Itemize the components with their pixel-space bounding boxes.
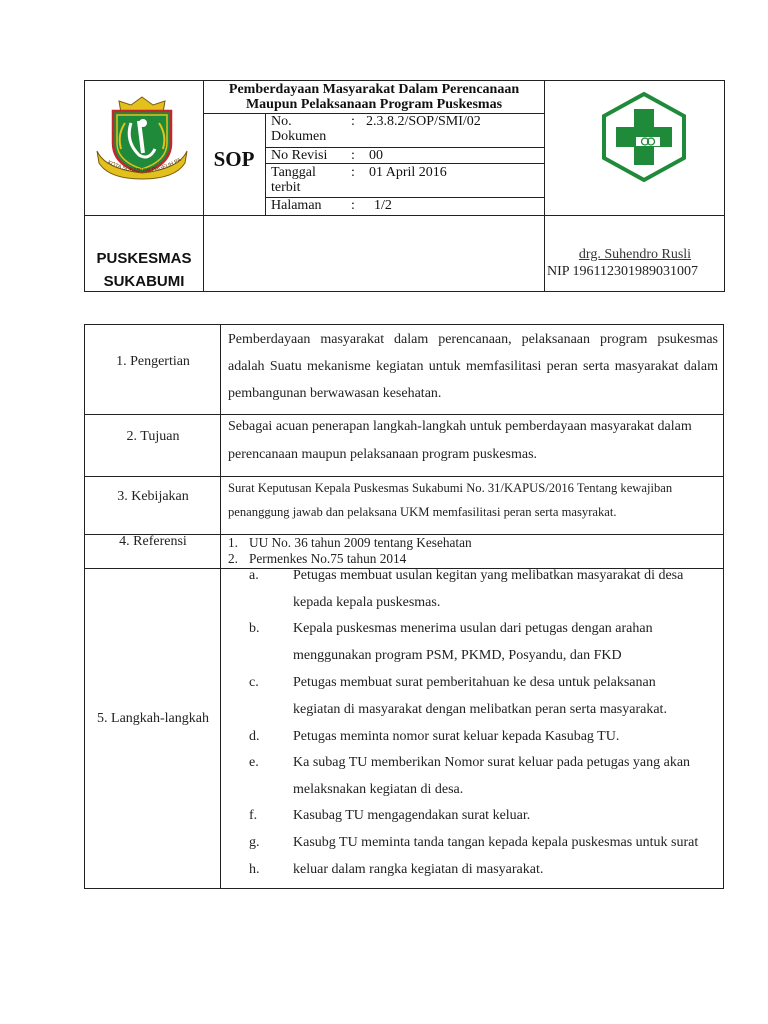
- section-label-referensi: 4. Referensi: [119, 534, 187, 549]
- signatory-nip: NIP 196112301989031007: [547, 264, 699, 279]
- header-divider: [265, 163, 544, 164]
- meta-label-page: Halaman: [271, 198, 322, 213]
- list-item: 1. UU No. 36 tahun 2009 tentang Kesehatan: [228, 535, 472, 550]
- referensi-list: [228, 535, 718, 567]
- sop-label: SOP: [213, 147, 255, 171]
- meta-colon: :: [351, 165, 355, 180]
- header-divider: [85, 215, 725, 216]
- sop-content-table: [84, 324, 724, 889]
- meta-value-doc-no: 2.3.8.2/SOP/SMI/02: [366, 114, 481, 129]
- sop-header-table: [84, 80, 725, 292]
- section-text-pengertian: Pemberdayaan masyarakat dalam perencanaan, pelaksanaan program psukesmas adalah Suatu mekanisme kegiatan untuk memfasilitasi peran serta masyarakat dalam pembangunan berwawasan kesehatan.: [228, 332, 718, 401]
- meta-label-date: Tanggal terbit: [271, 165, 316, 195]
- meta-colon: :: [351, 114, 355, 129]
- section-label-kebijakan: 3. Kebijakan: [117, 489, 189, 504]
- document-title: Pemberdayaan Masyarakat Dalam Perencanaan Maupun Pelaksanaan Program Puskesmas: [228, 82, 520, 112]
- meta-label-revision: No Revisi: [271, 148, 328, 163]
- column-divider: [220, 325, 221, 889]
- section-label-tujuan: 2. Tujuan: [126, 429, 180, 444]
- meta-value-page: 1/2: [374, 198, 392, 213]
- meta-colon: :: [351, 198, 355, 213]
- meta-value-revision: 00: [369, 148, 383, 163]
- list-item: 2. Permenkes No.75 tahun 2014: [228, 551, 407, 566]
- signatory-name: drg. Suhendro Rusli: [578, 247, 692, 262]
- puskesmas-logo: [599, 91, 689, 183]
- section-text-kebijakan: Surat Keputusan Kepala Puskesmas Sukabumi No. 31/KAPUS/2016 Tentang kewajiban penanggung jawab dan pelaksana UKM memfasilitasi peran serta masyrakat.: [228, 481, 673, 519]
- langkah-list: a. Petugas membuat usulan kegitan yang melibatkan masyarakat di desa kepada kepala puskesmas. b. Kepala puskesmas menerima usulan dari petugas dengan arahan menggunakan program PSM, PKMD, Posyandu, dan FKD c. Petugas membuat surat pemberitahuan ke desa untuk pelaksanan kegiatan di masyarakat dengan melibatkan peran serta masyarakat. d. Petugas meminta nomor surat keluar kepada Kasubag TU. e. Ka subag TU memberikan Nomor surat keluar pada petugas yang akan melaksnakan kegiatan di desa. f. Kasubag TU mengagendakan surat keluar. g. Kasubg TU meminta tanda tangan kepada kepala puskesmas untuk surat h. keluar dalam rangka kegiatan di masyarakat.: [249, 568, 699, 877]
- meta-colon: :: [351, 148, 355, 163]
- meta-label-doc-no: No. Dokumen: [271, 114, 327, 144]
- organization-name: PUSKESMAS SUKABUMI: [96, 250, 192, 290]
- city-crest-logo: [95, 93, 189, 181]
- crest-motto: KOTA SUKABUMI PAGEUH PA: [106, 157, 183, 175]
- section-text-tujuan: Sebagai acuan penerapan langkah-langkah untuk pemberdayaan masyarakat dalam perencanaan maupun pelaksanaan program puskesmas.: [228, 419, 692, 462]
- meta-value-date: 01 April 2016: [369, 165, 447, 180]
- header-divider: [265, 113, 266, 215]
- section-label-langkah: 5. Langkah-langkah: [97, 711, 209, 726]
- section-label-pengertian: 1. Pengertian: [116, 354, 190, 369]
